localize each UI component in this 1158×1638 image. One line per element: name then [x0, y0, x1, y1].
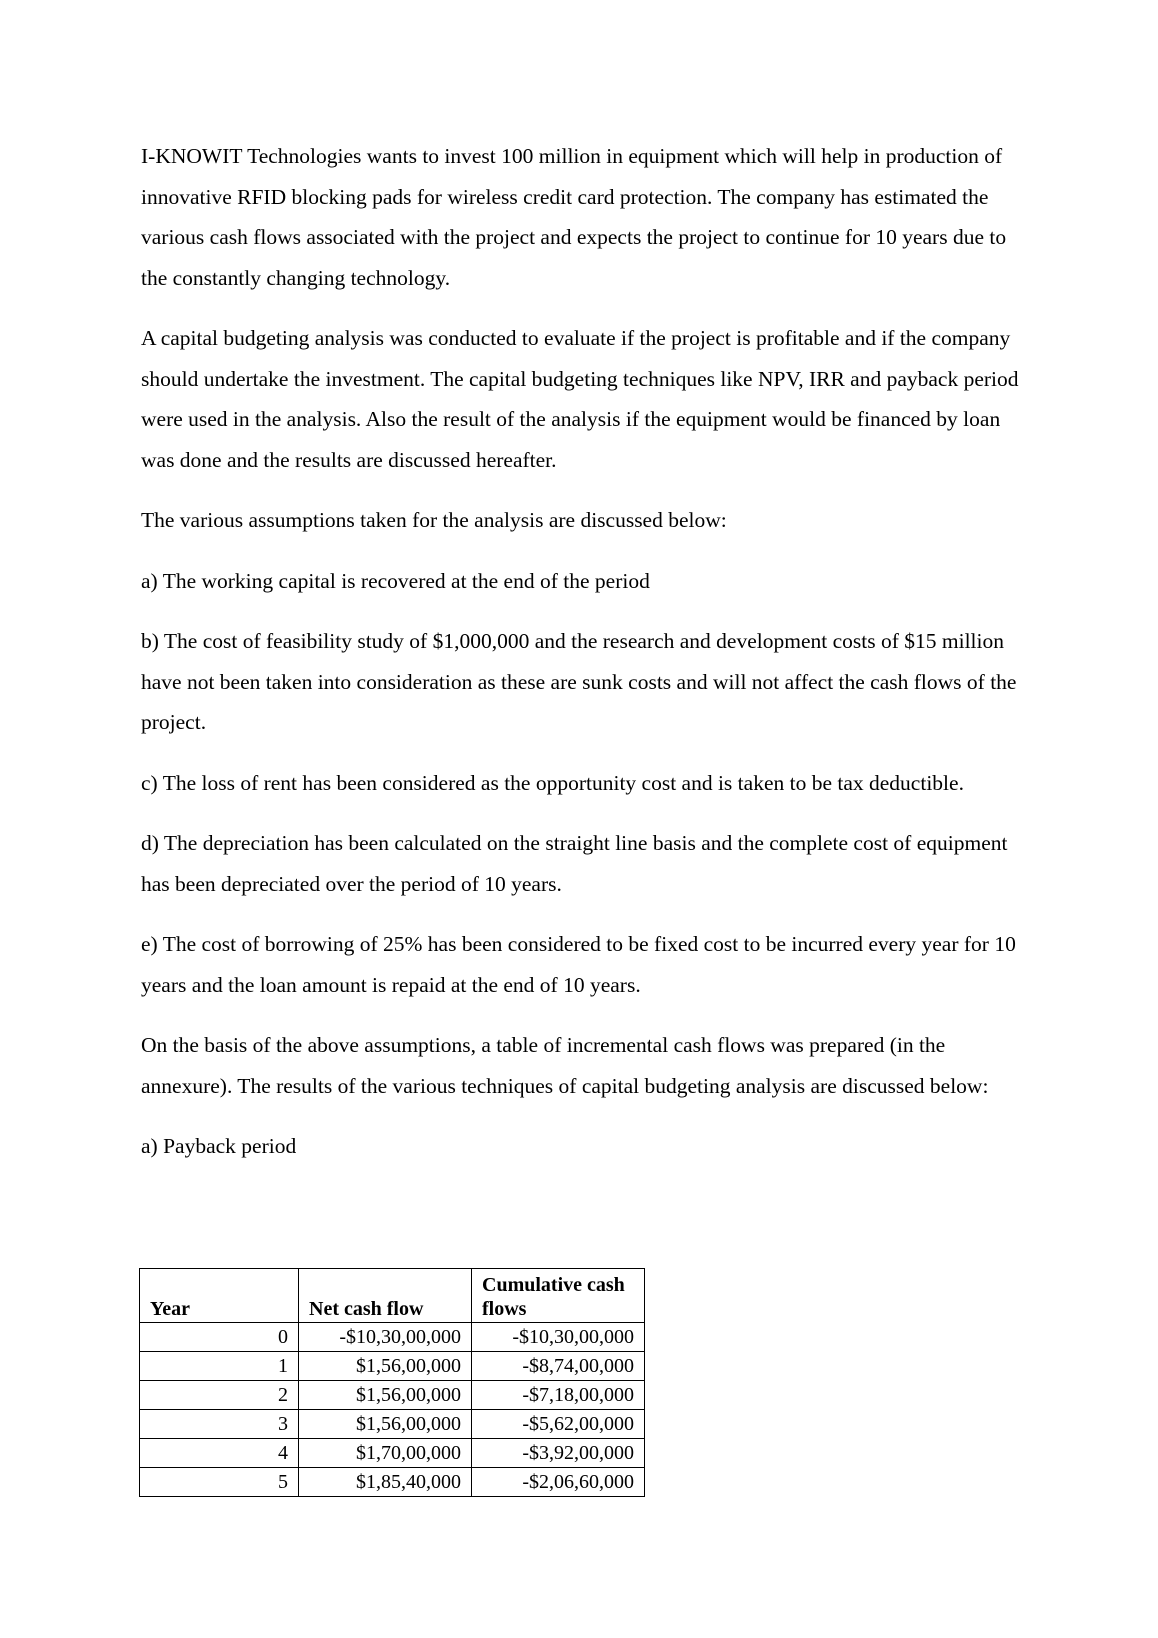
document-body: [141, 136, 1031, 1167]
table-row: [140, 1468, 645, 1497]
table-row: [140, 1381, 645, 1410]
net-cash-flow-cell: $1,85,40,000: [299, 1468, 472, 1497]
cumulative-cash-flow-cell: -$3,92,00,000: [472, 1439, 645, 1468]
assumption-b-paragraph: b) The cost of feasibility study of $1,000,000 and the research and development costs of $15 million have not been taken into consideration as these are sunk costs and will not affect the cash flows of the project.: [141, 629, 1017, 734]
cumulative-cash-flow-cell: -$7,18,00,000: [472, 1381, 645, 1410]
year-cell: 3: [140, 1410, 299, 1439]
year-cell: 2: [140, 1381, 299, 1410]
net-cash-flow-cell: $1,56,00,000: [299, 1410, 472, 1439]
cumulative-cash-flow-cell: -$10,30,00,000: [472, 1323, 645, 1352]
net-cash-flow-cell: -$10,30,00,000: [299, 1323, 472, 1352]
intro-paragraph: I-KNOWIT Technologies wants to invest 100 million in equipment which will help in production of innovative RFID blocking pads for wireless credit card protection. The company has estimated the various cash flows associated with the project and expects the project to continue for 10 years due to the constantly changing technology.: [141, 144, 1007, 290]
table-row: [140, 1352, 645, 1381]
cumulative-cash-flow-cell: -$2,06,60,000: [472, 1468, 645, 1497]
net-cash-flow-cell: $1,56,00,000: [299, 1352, 472, 1381]
assumption-a-paragraph: a) The working capital is recovered at the end of the period: [141, 568, 650, 593]
payback-table: [139, 1268, 645, 1497]
table-row: [140, 1439, 645, 1468]
net-cash-flow-cell: $1,70,00,000: [299, 1439, 472, 1468]
year-cell: 5: [140, 1468, 299, 1497]
table-header-row: [140, 1269, 645, 1323]
assumptions-intro-paragraph: The various assumptions taken for the analysis are discussed below:: [141, 508, 727, 532]
net-cash-flow-cell: $1,56,00,000: [299, 1381, 472, 1410]
column-header-year: Year: [140, 1269, 299, 1323]
payback-period-heading: a) Payback period: [141, 1134, 297, 1158]
year-cell: 1: [140, 1352, 299, 1381]
results-intro-paragraph: On the basis of the above assumptions, a table of incremental cash flows was prepared (in the annexure). The results of the various techniques of capital budgeting analysis are discussed below:: [141, 1033, 989, 1098]
cumulative-cash-flow-cell: -$5,62,00,000: [472, 1410, 645, 1439]
assumption-e-paragraph: e) The cost of borrowing of 25% has been considered to be fixed cost to be incurred every year for 10 years and the loan amount is repaid at the end of 10 years.: [141, 932, 1016, 997]
table-row: [140, 1410, 645, 1439]
column-header-cumulative-cash-flows: Cumulative cash flows: [472, 1269, 645, 1323]
year-cell: 4: [140, 1439, 299, 1468]
column-header-net-cash-flow: Net cash flow: [299, 1269, 472, 1323]
assumption-c-paragraph: c) The loss of rent has been considered as the opportunity cost and is taken to be tax deductible.: [141, 770, 964, 795]
assumption-d-paragraph: d) The depreciation has been calculated on the straight line basis and the complete cost of equipment has been depreciated over the period of 10 years.: [141, 831, 1008, 896]
year-cell: 0: [140, 1323, 299, 1352]
analysis-paragraph: A capital budgeting analysis was conducted to evaluate if the project is profitable and if the company should undertake the investment. The capital budgeting techniques like NPV, IRR and payback period were used in the analysis. Also the result of the analysis if the equipment would be financed by loan was done and the results are discussed hereafter.: [141, 326, 1019, 472]
cumulative-cash-flow-cell: -$8,74,00,000: [472, 1352, 645, 1381]
table-row: [140, 1323, 645, 1352]
